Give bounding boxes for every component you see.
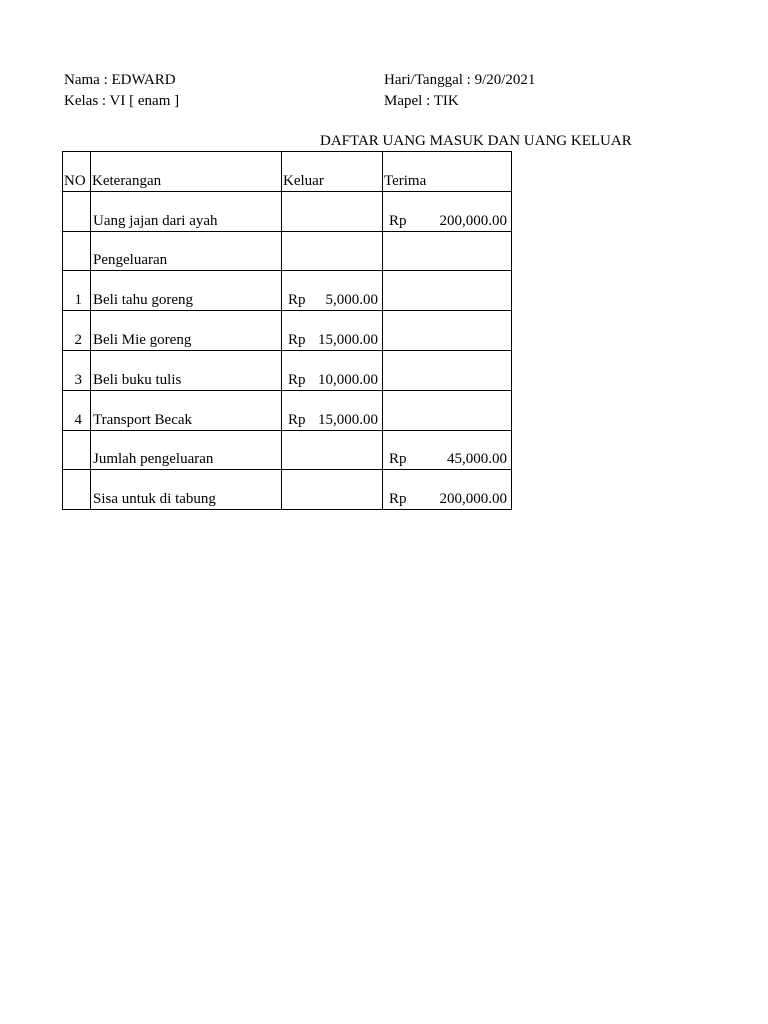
row-description: Sisa untuk di tabung xyxy=(91,470,282,510)
row-number xyxy=(63,231,91,271)
row-number: 4 xyxy=(63,390,91,430)
row-description: Uang jajan dari ayah xyxy=(91,191,282,231)
amount-value: 10,000.00 xyxy=(318,371,378,388)
row-description: Transport Becak xyxy=(91,390,282,430)
row-description: Beli Mie goreng xyxy=(91,311,282,351)
document-title: DAFTAR UANG MASUK DAN UANG KELUAR xyxy=(320,133,632,149)
subject-field: Mapel : TIK xyxy=(384,93,459,109)
table-row xyxy=(63,470,512,510)
row-number: 3 xyxy=(63,350,91,390)
date-field: Hari/Tanggal : 9/20/2021 xyxy=(384,72,536,88)
money-value xyxy=(282,331,382,349)
row-in-cell xyxy=(383,470,512,510)
row-out-cell xyxy=(282,231,383,271)
currency-label: Rp xyxy=(288,411,306,428)
header-out: Keluar xyxy=(282,152,383,192)
amount-value: 45,000.00 xyxy=(447,451,507,468)
row-in-cell xyxy=(383,271,512,311)
money-value xyxy=(383,450,511,468)
row-description: Beli buku tulis xyxy=(91,350,282,390)
row-out-cell xyxy=(282,191,383,231)
row-description: Jumlah pengeluaran xyxy=(91,430,282,470)
currency-label: Rp xyxy=(288,331,306,348)
money-value xyxy=(282,411,382,429)
table-row xyxy=(63,350,512,390)
table-row xyxy=(63,271,512,311)
row-out-cell xyxy=(282,311,383,351)
ledger-table xyxy=(62,151,512,510)
money-value xyxy=(282,291,382,309)
currency-label: Rp xyxy=(389,212,407,229)
row-out-cell xyxy=(282,390,383,430)
table-row xyxy=(63,191,512,231)
header-description: Keterangan xyxy=(91,152,282,192)
currency-label: Rp xyxy=(389,491,407,508)
header-in: Terima xyxy=(383,152,512,192)
currency-label: Rp xyxy=(389,451,407,468)
amount-value: 200,000.00 xyxy=(439,491,507,508)
currency-label: Rp xyxy=(288,371,306,388)
money-value xyxy=(383,490,511,508)
row-number xyxy=(63,430,91,470)
table-header-row xyxy=(63,152,512,192)
row-out-cell xyxy=(282,271,383,311)
student-class: Kelas : VI [ enam ] xyxy=(64,93,180,109)
row-in-cell xyxy=(383,311,512,351)
row-out-cell xyxy=(282,350,383,390)
row-in-cell xyxy=(383,350,512,390)
amount-value: 15,000.00 xyxy=(318,411,378,428)
student-name: Nama : EDWARD xyxy=(64,72,176,88)
row-number: 2 xyxy=(63,311,91,351)
table-row xyxy=(63,311,512,351)
row-description: Pengeluaran xyxy=(91,231,282,271)
table-row xyxy=(63,430,512,470)
row-number xyxy=(63,470,91,510)
amount-value: 200,000.00 xyxy=(439,212,507,229)
row-number xyxy=(63,191,91,231)
row-number: 1 xyxy=(63,271,91,311)
row-description: Beli tahu goreng xyxy=(91,271,282,311)
amount-value: 15,000.00 xyxy=(318,331,378,348)
row-in-cell xyxy=(383,430,512,470)
amount-value: 5,000.00 xyxy=(325,292,378,309)
money-value xyxy=(282,371,382,389)
row-out-cell xyxy=(282,430,383,470)
money-value xyxy=(383,212,511,230)
currency-label: Rp xyxy=(288,292,306,309)
header-no: NO xyxy=(63,152,91,192)
row-in-cell xyxy=(383,231,512,271)
table-row xyxy=(63,231,512,271)
row-out-cell xyxy=(282,470,383,510)
row-in-cell xyxy=(383,191,512,231)
row-in-cell xyxy=(383,390,512,430)
table-row xyxy=(63,390,512,430)
